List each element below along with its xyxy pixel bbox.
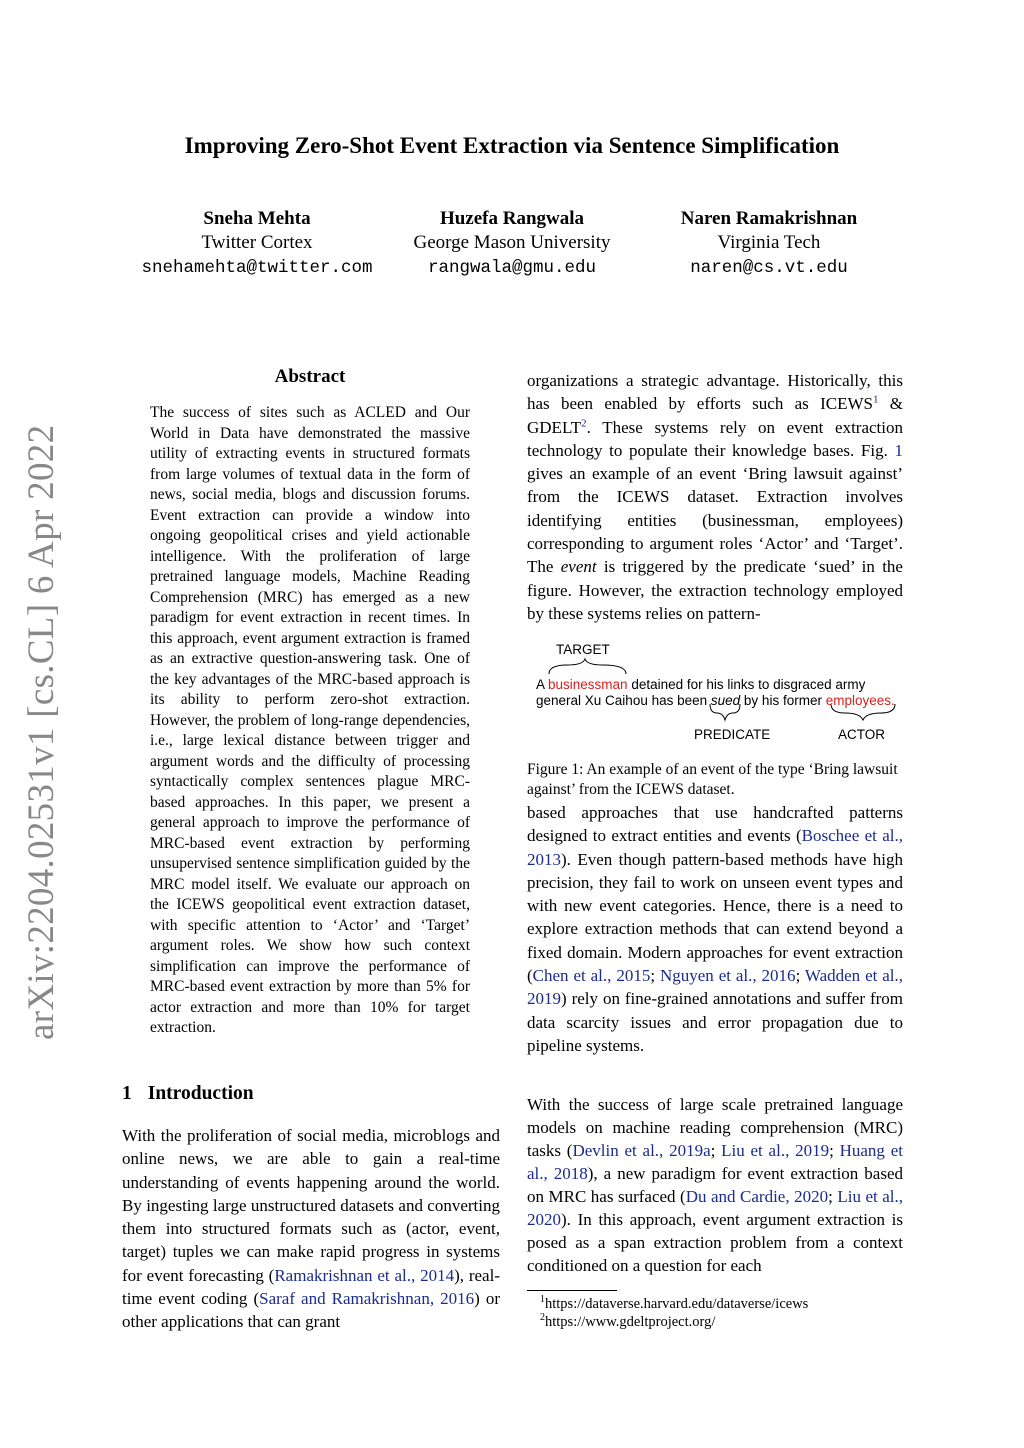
footnote-ref[interactable]: 2 — [581, 416, 587, 429]
section-number: 1 — [122, 1083, 132, 1104]
actor-word: employees — [825, 693, 891, 708]
text-run: ) rely on fine-grained annotations and suffer from data scarcity issues and error propagation due to pipeline systems. — [527, 989, 903, 1055]
author-affiliation: Virginia Tech — [717, 232, 821, 253]
text-run: ; — [710, 1141, 722, 1160]
footnote-ref[interactable]: 1 — [872, 393, 879, 406]
figure-caption: Figure 1: An example of an event of the type ‘Bring lawsuit against’ from the ICEWS dataset. — [527, 761, 898, 798]
footnote-url[interactable]: https://dataverse.harvard.edu/dataverse/icews — [545, 1296, 809, 1312]
author-name: Huzefa Rangwala — [439, 208, 585, 229]
figure-ref-link[interactable]: 1 — [894, 440, 903, 460]
text-run: ; — [829, 1141, 840, 1160]
author-email: rangwala@gmu.edu — [427, 258, 597, 278]
target-word: businessman — [548, 677, 628, 692]
citation-link[interactable]: Boschee et al., 2013 — [527, 826, 903, 869]
author-name: Naren Ramakrishnan — [680, 208, 858, 229]
emphasis: event — [560, 557, 597, 577]
figure-sentence-line-1 — [536, 677, 865, 692]
intro-paragraph-1 — [122, 1124, 500, 1334]
footnote-url[interactable]: https://www.gdeltproject.org/ — [545, 1314, 716, 1330]
section-title: Introduction — [147, 1083, 254, 1104]
text-run: ; — [650, 966, 660, 986]
text-run: ). Even though pattern-based methods have high precision, they fail to work on unseen event types and with new event categories. Hence, there is a need to explore extraction methods that can extend beyond a fixed domain. Modern approaches for event extraction ( — [527, 849, 903, 986]
target-brace — [549, 659, 626, 674]
text-run: ; — [795, 966, 805, 986]
text-run: gives an example of an event ‘Bring lawsuit against’ from the ICEWS dataset. Extraction involves identifying entities (businessman, employees) corresponding to argument roles ‘Actor’ and ‘Target’. The — [527, 464, 903, 577]
author-name: Sneha Mehta — [203, 208, 311, 229]
text-run: ) or other applications that can grant — [122, 1289, 500, 1332]
figure-1 — [527, 640, 917, 750]
text-run: . These systems rely on event extraction technology to populate their knowledge bases. Fig. — [527, 417, 903, 460]
text-run: based approaches that use handcrafted patterns designed to extract entities and events ( — [527, 803, 903, 846]
footnote-mark: 2 — [540, 1312, 545, 1324]
author-affiliation: Twitter Cortex — [201, 232, 313, 253]
right-paragraph-1 — [527, 369, 903, 625]
footnote-mark: 1 — [540, 1294, 545, 1306]
text-run: general Xu Caihou has been — [536, 693, 711, 708]
paper-title: Improving Zero-Shot Event Extraction via Sentence Simplification — [184, 133, 840, 158]
text-run: by his former — [740, 693, 826, 708]
text-run: ). In this approach, event argument extraction is posed as a span extraction problem from a context conditioned on a question for each — [527, 1210, 903, 1275]
citation-link[interactable]: Chen et al., 2015 — [532, 966, 651, 986]
author-affiliation: George Mason University — [413, 232, 611, 253]
right-paragraph-2 — [527, 801, 903, 1057]
author-email: snehamehta@twitter.com — [141, 258, 373, 278]
citation-link[interactable]: Liu et al., 2020 — [527, 1187, 903, 1229]
text-run: ; — [828, 1187, 838, 1206]
text-run: & GDELT — [527, 394, 903, 437]
section-heading-introduction — [122, 1083, 254, 1105]
text-run: . — [891, 693, 895, 708]
arxiv-stamp: arXiv:2204.02531v1 [cs.CL] 6 Apr 2022 — [21, 424, 62, 1040]
text-run: ), real-time event coding ( — [122, 1265, 500, 1309]
citation-link[interactable]: Nguyen et al., 2016 — [659, 966, 796, 986]
abstract-heading: Abstract — [274, 366, 346, 387]
citation-link[interactable]: Huang et al., 2018 — [527, 1141, 903, 1183]
figure-label-predicate: PREDICATE — [694, 727, 771, 742]
figure-sentence-line-2 — [536, 693, 895, 708]
text-run: A — [536, 677, 549, 692]
text-run: With the proliferation of social media, microblogs and online news, we are able to gain a real-time understanding of events happening around the world. By ingesting large unstructured datasets and converting them into structured formats such as (actor, event, target) tuples we can make rapid progress in systems for event forecasting ( — [122, 1126, 500, 1285]
footnote-divider — [527, 1290, 617, 1291]
predicate-word: sued — [710, 693, 741, 708]
author-block-3 — [619, 207, 919, 281]
footnote-2 — [540, 1313, 715, 1331]
text-run: ), a new paradigm for event extraction based on MRC has surfaced ( — [527, 1164, 903, 1206]
author-email: naren@cs.vt.edu — [690, 258, 848, 278]
footnote-1 — [540, 1295, 808, 1313]
text-run: organizations a strategic advantage. Historically, this has been enabled by efforts such as ICEWS — [527, 371, 903, 414]
abstract-body: The success of sites such as ACLED and Our World in Data have demonstrated the massive utility of extracting events in structured formats from large volumes of textual data in the form of news, social media, blogs and discussion forums. Event extraction can provide a window into ongoing geopolitical crises and yield actionable intelligence. With the proliferation of large pretrained language models, Machine Reading Comprehension (MRC) has emerged as a new paradigm for event extraction in recent times. In this approach, event argument extraction is framed as an extractive question-answering task. One of the key advantages of the MRC-based approach is its ability to perform zero-shot extraction. However, the problem of long-range dependencies, i.e., large lexical distance between trigger and argument words and the difficulty of processing syntactically complex sentences plague MRC-based approaches. In this paper, we present a general approach to improve the performance of MRC-based event extraction by performing unsupervised sentence simplification guided by the MRC model itself. We evaluate our approach on the ICEWS geopolitical event extraction dataset, with specific attention to ‘Actor’ and ‘Target’ argument roles. We show how such context simplification can improve the performance of MRC-based event extraction by more than 5% for actor extraction and more than 10% for target extraction. — [150, 404, 470, 1036]
text-run: With the success of large scale pretrained language models on machine reading comprehension (MRC) tasks ( — [527, 1095, 903, 1160]
text-run: is triggered by the predicate ‘sued’ in the figure. However, the extraction technology employed by these systems relies on pattern- — [527, 557, 903, 623]
right-paragraph-3 — [527, 1093, 903, 1277]
citation-link[interactable]: Devlin et al., 2019a — [572, 1141, 711, 1160]
figure-label-target: TARGET — [556, 642, 610, 657]
figure-label-actor: ACTOR — [838, 727, 886, 742]
citation-link[interactable]: Saraf and Ramakrishnan, 2016 — [259, 1289, 475, 1309]
citation-link[interactable]: Liu et al., 2019 — [721, 1141, 830, 1160]
text-run: detained for his links to disgraced army — [627, 677, 866, 692]
citation-link[interactable]: Ramakrishnan et al., 2014 — [274, 1265, 455, 1285]
citation-link[interactable]: Du and Cardie, 2020 — [685, 1187, 829, 1206]
citation-link[interactable]: Wadden et al., 2019 — [527, 966, 904, 1009]
author-block-2 — [362, 207, 662, 281]
